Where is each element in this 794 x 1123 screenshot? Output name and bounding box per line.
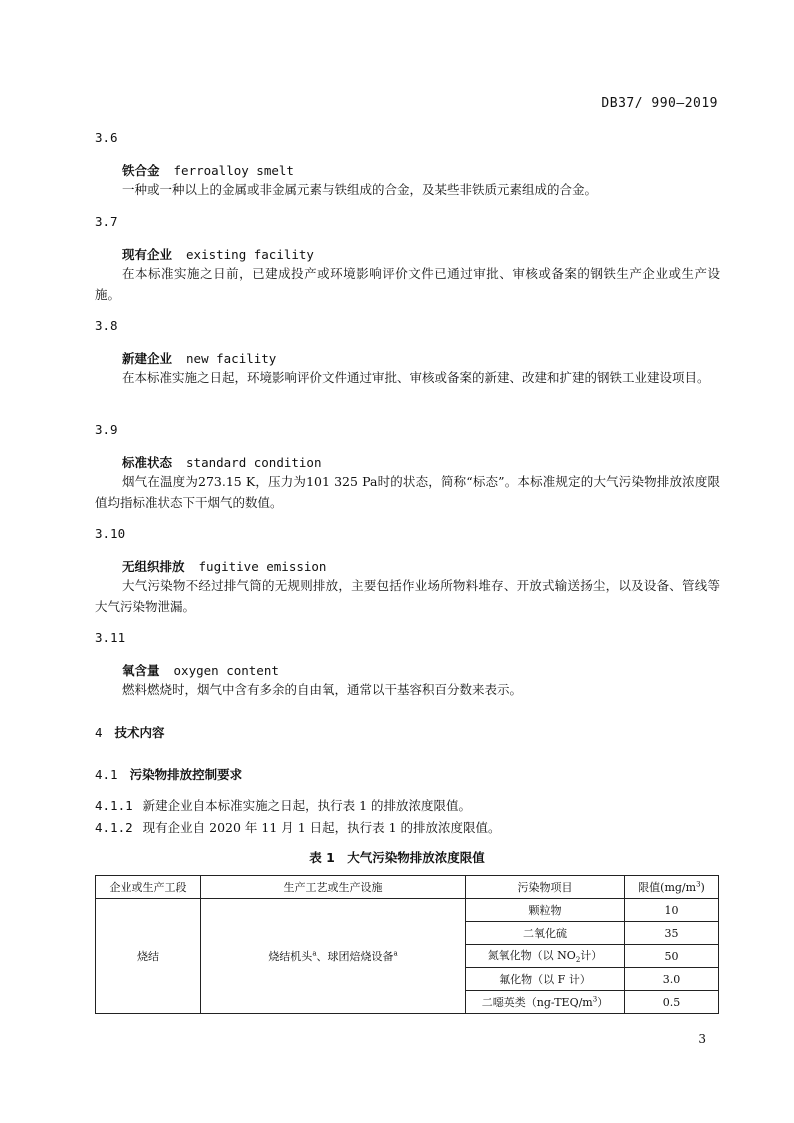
term-definition: 烟气在温度为273.15 K，压力为101 325 Pa时的状态，简称“标态”。本标准规定的大气污染物排放浓度限值均指标准状态下干烟气的数值。: [95, 474, 720, 510]
term: [122, 661, 279, 679]
term-en: oxygen content: [173, 663, 279, 678]
limit-cell: 0.5: [625, 991, 719, 1014]
page-number: 3: [698, 1032, 706, 1046]
header-limit-text: 限值(mg/m: [638, 881, 697, 894]
pollutant-text: 氮氧化物（以 NO: [487, 949, 576, 963]
pollutant-subscript: 2: [575, 956, 581, 965]
clause-number: 3.11: [95, 630, 126, 645]
term-definition: 在本标准实施之日起，环境影响评价文件通过审批、审核或备案的新建、改建和扩建的钢铁工业建设项目。: [122, 370, 710, 385]
clause-number: 3.8: [95, 318, 118, 333]
header-limit-sup: 3: [696, 880, 701, 889]
paragraph-number: 4.1.1: [95, 798, 133, 813]
term-en: standard condition: [186, 455, 322, 470]
header-limit: [625, 876, 719, 899]
paragraph-text: 新建企业自本标准实施之日起，执行表 1 的排放浓度限值。: [142, 798, 472, 813]
process-a: 烧结机头: [268, 950, 313, 963]
pollutant-cell: 氟化物（以 F 计）: [466, 968, 625, 991]
clause-number: 3.6: [95, 130, 118, 145]
pollutant-cell: [466, 945, 625, 968]
section-title: 技术内容: [114, 725, 165, 740]
section-heading: [95, 723, 165, 741]
pollutant-cell: 颗粒物: [466, 899, 625, 922]
table-title: 表 1 大气污染物排放浓度限值: [309, 850, 485, 865]
header-limit-close: ): [700, 881, 705, 894]
subsection-heading: [95, 765, 242, 783]
paragraph-number: 4.1.2: [95, 820, 133, 835]
header-section: 企业或生产工段: [96, 876, 201, 899]
standard-code: DB37/ 990—2019: [601, 96, 718, 111]
term-en: ferroalloy smelt: [173, 163, 294, 178]
term-zh: 铁合金: [122, 163, 160, 178]
table-header-row: [96, 876, 719, 899]
clause-number: 3.7: [95, 214, 118, 229]
term-zh: 氧含量: [122, 663, 160, 678]
process-b-note: a: [393, 949, 398, 958]
section-cell: 烧结: [96, 899, 201, 1014]
paragraph-text: 现有企业自 2020 年 11 月 1 日起，执行表 1 的排放浓度限值。: [142, 820, 501, 835]
pollutant-text: 二噁英类（ng-TEQ/m: [481, 996, 593, 1009]
term-zh: 无组织排放: [122, 559, 185, 574]
term: [122, 245, 314, 263]
process-b: 球团焙烧设备: [327, 950, 394, 963]
pollutant-text-end: ）: [597, 996, 609, 1009]
emission-limits-table: [95, 875, 719, 1014]
limit-cell: 50: [625, 945, 719, 968]
term: [122, 557, 326, 575]
pollutant-text-end: 计）: [580, 949, 603, 963]
paragraph-4-1-1: [95, 796, 471, 814]
limit-cell: 35: [625, 922, 719, 945]
header-pollutant-text: 污染物项目: [517, 881, 573, 894]
term-definition: 大气污染物不经过排气筒的无规则排放，主要包括作业场所物料堆存、开放式输送扬尘，以及设备、管线等大气污染物泄漏。: [95, 578, 720, 614]
process-cell: [201, 899, 466, 1014]
limit-cell: 10: [625, 899, 719, 922]
term-zh: 标准状态: [122, 455, 173, 470]
header-process: 生产工艺或生产设施: [201, 876, 466, 899]
term-zh: 现有企业: [122, 247, 173, 262]
table-row: [96, 899, 719, 922]
term-en: existing facility: [186, 247, 314, 262]
term: [122, 453, 321, 471]
subsection-title: 污染物排放控制要求: [129, 767, 243, 782]
pollutant-cell: 二氧化硫: [466, 922, 625, 945]
subsection-number: 4.1: [95, 767, 118, 782]
pollutant-cell: [466, 991, 625, 1014]
section-number: 4: [95, 725, 103, 740]
header-pollutant: [466, 876, 625, 899]
pollutant-superscript: 3: [592, 995, 598, 1004]
term: [122, 349, 276, 367]
term-zh: 新建企业: [122, 351, 173, 366]
term: [122, 161, 294, 179]
term-en: new facility: [186, 351, 277, 366]
limit-cell: 3.0: [625, 968, 719, 991]
paragraph-4-1-2: [95, 818, 501, 836]
term-definition: 在本标准实施之日前，已建成投产或环境影响评价文件已通过审批、审核或备案的钢铁生产企业或生产设施。: [95, 266, 720, 302]
term-en: fugitive emission: [198, 559, 327, 574]
process-a-note: a: [312, 949, 317, 958]
term-definition: 一种或一种以上的金属或非金属元素与铁组成的合金，及某些非铁质元素组成的合金。: [122, 182, 598, 197]
clause-number: 3.9: [95, 422, 118, 437]
clause-number: 3.10: [95, 526, 126, 541]
term-definition: 燃料燃烧时，烟气中含有多余的自由氧，通常以干基容积百分数来表示。: [122, 682, 523, 697]
process-separator: 、: [316, 950, 328, 963]
